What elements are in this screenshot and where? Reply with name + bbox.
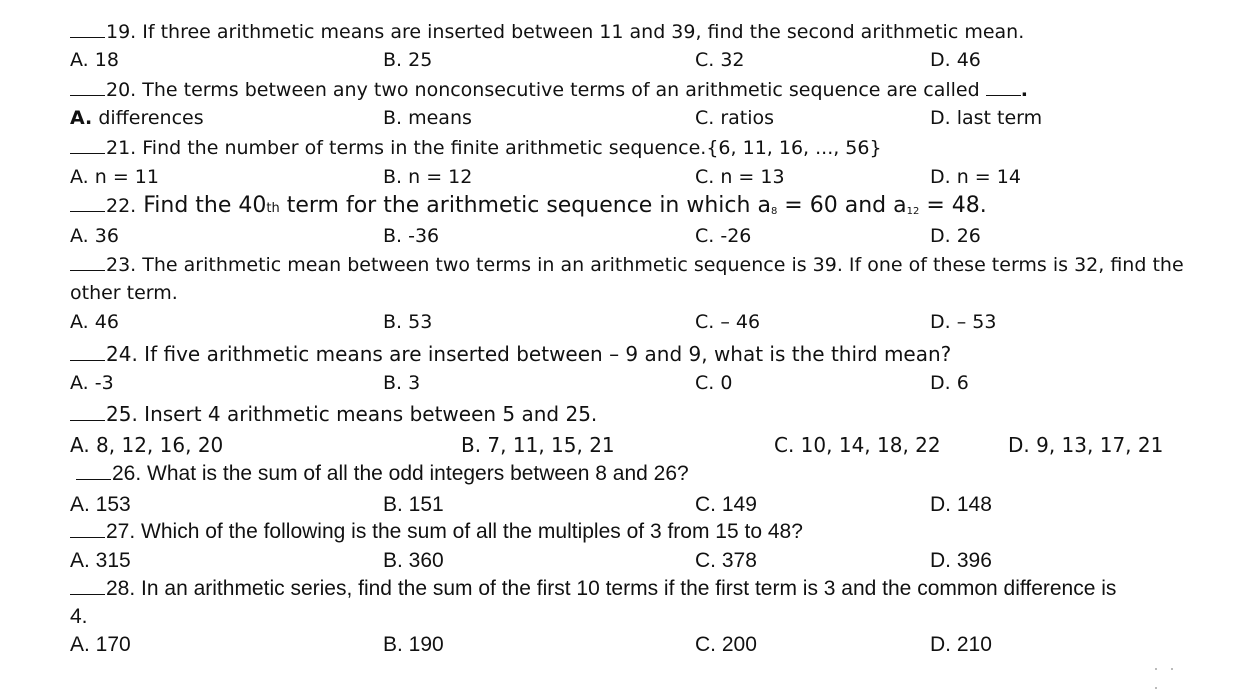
option-a: A. 18 <box>70 49 119 71</box>
option-b: B. 3 <box>383 372 421 394</box>
answer-blank[interactable] <box>70 138 105 154</box>
question-text-part: = 60 and a <box>777 193 907 218</box>
question-text: Which of the following is the sum of all the multiples of 3 from 15 to 48? <box>141 520 803 543</box>
answer-blank[interactable] <box>70 80 105 96</box>
question-text: The arithmetic mean between two terms in an arithmetic sequence is 39. If one of these terms is 32, find the other term. <box>70 254 1184 304</box>
question-text-part: term for the arithmetic sequence in which a <box>279 193 771 218</box>
option-c: C. 32 <box>695 49 745 71</box>
option-b: B. 360 <box>383 549 444 572</box>
question-number: 20. <box>106 79 137 101</box>
option-c: C. 200 <box>695 633 757 656</box>
option-d: D. last term <box>930 107 1043 129</box>
option-a: A. 46 <box>70 311 119 333</box>
option-a-text: differences <box>98 107 204 129</box>
option-a: A. -3 <box>70 372 114 394</box>
option-b: B. means <box>383 107 472 129</box>
option-c: C. 149 <box>695 493 757 516</box>
question-22 <box>70 195 987 217</box>
question-19 <box>70 22 1024 42</box>
question-text: What is the sum of all the odd integers between 8 and 26? <box>147 462 689 485</box>
question-27 <box>70 521 803 542</box>
answer-blank[interactable] <box>76 464 111 480</box>
option-d: D. 210 <box>930 633 992 656</box>
option-a: A. 315 <box>70 549 131 572</box>
ordinal-suffix: th <box>266 201 280 216</box>
option-d: D. n = 14 <box>930 166 1021 188</box>
answer-blank[interactable] <box>70 405 105 421</box>
option-a: A. 170 <box>70 633 131 656</box>
option-d: D. 9, 13, 17, 21 <box>1008 433 1164 457</box>
option-d: D. 148 <box>930 493 992 516</box>
question-number: 21. <box>106 137 137 159</box>
question-number: 27. <box>106 520 136 543</box>
option-c: C. -26 <box>695 225 752 247</box>
option-a: A. 8, 12, 16, 20 <box>70 433 224 457</box>
option-b: B. n = 12 <box>383 166 473 188</box>
option-a: A. 36 <box>70 225 119 247</box>
option-a <box>70 109 204 128</box>
option-c: C. n = 13 <box>695 166 785 188</box>
option-d: D. 396 <box>930 549 992 572</box>
question-number: 19. <box>106 21 137 43</box>
question-text-part: Find the 40 <box>143 193 267 218</box>
option-a: A. n = 11 <box>70 166 159 188</box>
question-text: If five arithmetic means are inserted between – 9 and 9, what is the third mean? <box>144 342 952 366</box>
option-c: C. 378 <box>695 549 757 572</box>
question-text: If three arithmetic means are inserted between 11 and 39, find the second arithmetic mean. <box>142 21 1025 43</box>
option-b: B. 7, 11, 15, 21 <box>461 433 615 457</box>
option-c: C. 10, 14, 18, 22 <box>774 433 941 457</box>
question-20 <box>70 80 1028 100</box>
option-c: C. – 46 <box>695 311 761 333</box>
question-number: 25. <box>106 402 138 426</box>
answer-blank[interactable] <box>70 522 105 538</box>
answer-blank[interactable] <box>70 196 105 212</box>
question-text: Insert 4 arithmetic means between 5 and 25. <box>144 402 598 426</box>
option-d: D. 46 <box>930 49 981 71</box>
subscript-8: 8 <box>770 206 778 217</box>
question-number: 22. <box>106 195 137 217</box>
option-b: B. 53 <box>383 311 433 333</box>
decorative-dots <box>1155 655 1195 659</box>
fill-in-blank <box>986 80 1021 96</box>
answer-blank[interactable] <box>70 579 105 595</box>
question-number: 26. <box>112 462 142 485</box>
question-text: In an arithmetic series, find the sum of the first 10 terms if the first term is 3 and the common difference is 4. <box>70 577 1117 628</box>
question-text: The terms between any two nonconsecutive terms of an arithmetic sequence are called <box>142 79 980 101</box>
option-d: D. 6 <box>930 372 969 394</box>
option-c: C. ratios <box>695 107 775 129</box>
answer-blank[interactable] <box>70 345 105 361</box>
question-period: . <box>1020 79 1028 101</box>
question-26 <box>76 463 689 484</box>
option-a-letter: A. <box>70 107 93 129</box>
option-c: C. 0 <box>695 372 733 394</box>
question-23 <box>70 251 1210 307</box>
option-b: B. 151 <box>383 493 444 516</box>
question-number: 23. <box>106 254 137 276</box>
subscript-12: 12 <box>906 206 920 217</box>
option-d: D. 26 <box>930 225 981 247</box>
question-28 <box>70 575 1130 631</box>
option-b: B. -36 <box>383 225 440 247</box>
option-d: D. – 53 <box>930 311 997 333</box>
option-b: B. 25 <box>383 49 433 71</box>
question-number: 24. <box>106 342 138 366</box>
option-b: B. 190 <box>383 633 444 656</box>
question-25 <box>70 404 597 424</box>
question-number: 28. <box>106 577 136 600</box>
question-text: Find the number of terms in the finite arithmetic sequence.{6, 11, 16, ..., 56} <box>142 137 882 159</box>
option-a: A. 153 <box>70 493 131 516</box>
answer-blank[interactable] <box>70 22 105 38</box>
question-text-part: = 48. <box>919 193 987 218</box>
question-21 <box>70 138 882 158</box>
question-24 <box>70 344 951 364</box>
answer-blank[interactable] <box>70 255 105 271</box>
